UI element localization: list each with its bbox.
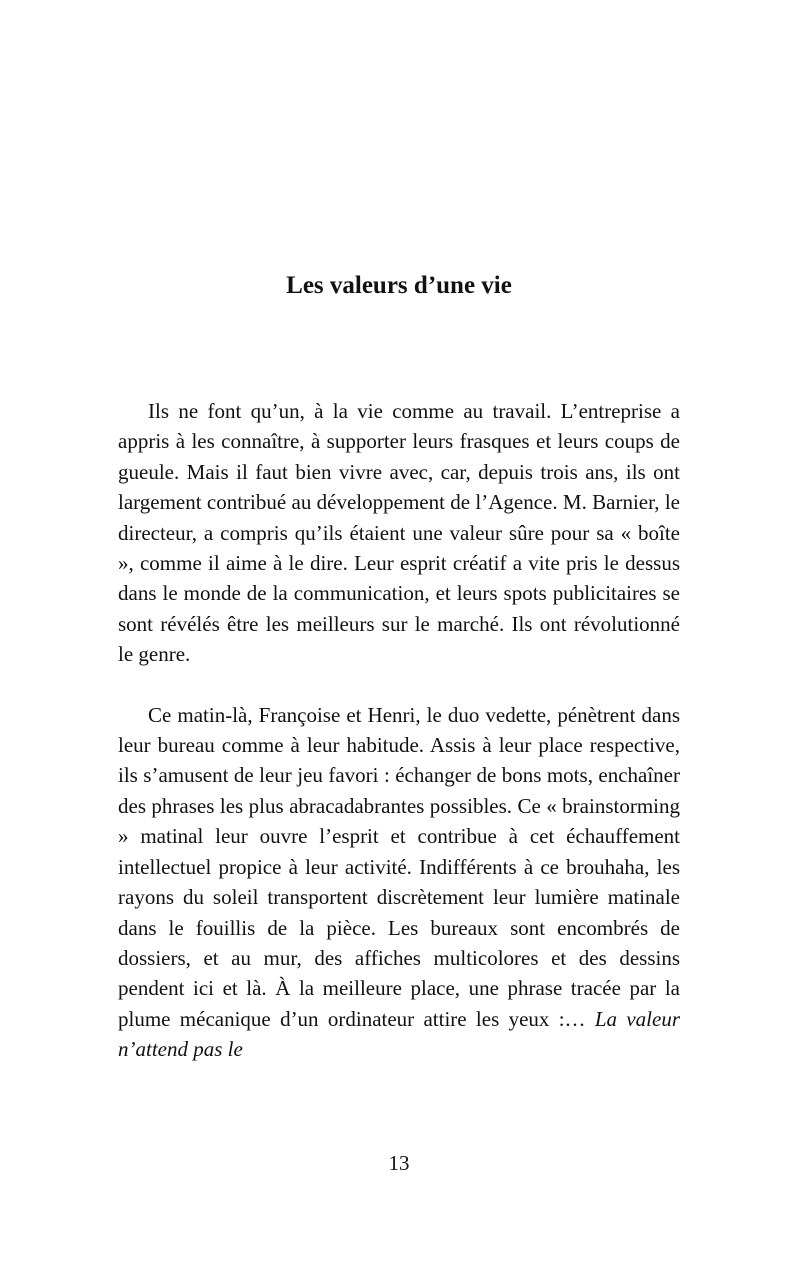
paragraph-2-text: Ce matin-là, Françoise et Henri, le duo vedette, pénètrent dans leur bureau comme à leur habitude. Assis à leur place respective, ils s’amusent de leur jeu favori : échanger de bons mots, enchaîner des phrases les plus abracadabrantes possibles. Ce « brainstorming » matinal leur ouvre l’esprit et contribue à cet échauffement intellectuel propice à leur activité. Indifférents à ce brouhaha, les rayons du soleil transportent discrètement leur lumière matinale dans le fouillis de la pièce. Les bureaux sont encombrés de dossiers, et au mur, des affiches multicolores et des dessins pendent ici et là. À la meilleure place, une phrase tracée par la plume mécanique d’un ordinateur attire les yeux :… [118,702,680,1031]
paragraph-1 [118,396,680,670]
body-text [118,396,680,1065]
paragraph-2-italic-quote: La valeur n’attend pas le [118,1006,680,1062]
paragraph-1-text: Ils ne font qu’un, à la vie comme au travail. L’entreprise a appris à les connaître, à supporter leurs frasques et leurs coups de gueule. Mais il faut bien vivre avec, car, depuis trois ans, ils ont largement contribué au développement de l’Agence. M. Barnier, le directeur, a compris qu’ils étaient une valeur sûre pour sa « boîte », comme il aime à le dire. Leur esprit créatif a vite pris le dessus dans le monde de la communication, et leurs spots publicitaires se sont révélés être les meilleurs sur le marché. Ils ont révolutionné le genre. [118,399,680,667]
paragraph-2 [118,700,680,1065]
chapter-title: Les valeurs d’une vie [286,272,512,299]
page-number: 13 [388,1151,410,1175]
